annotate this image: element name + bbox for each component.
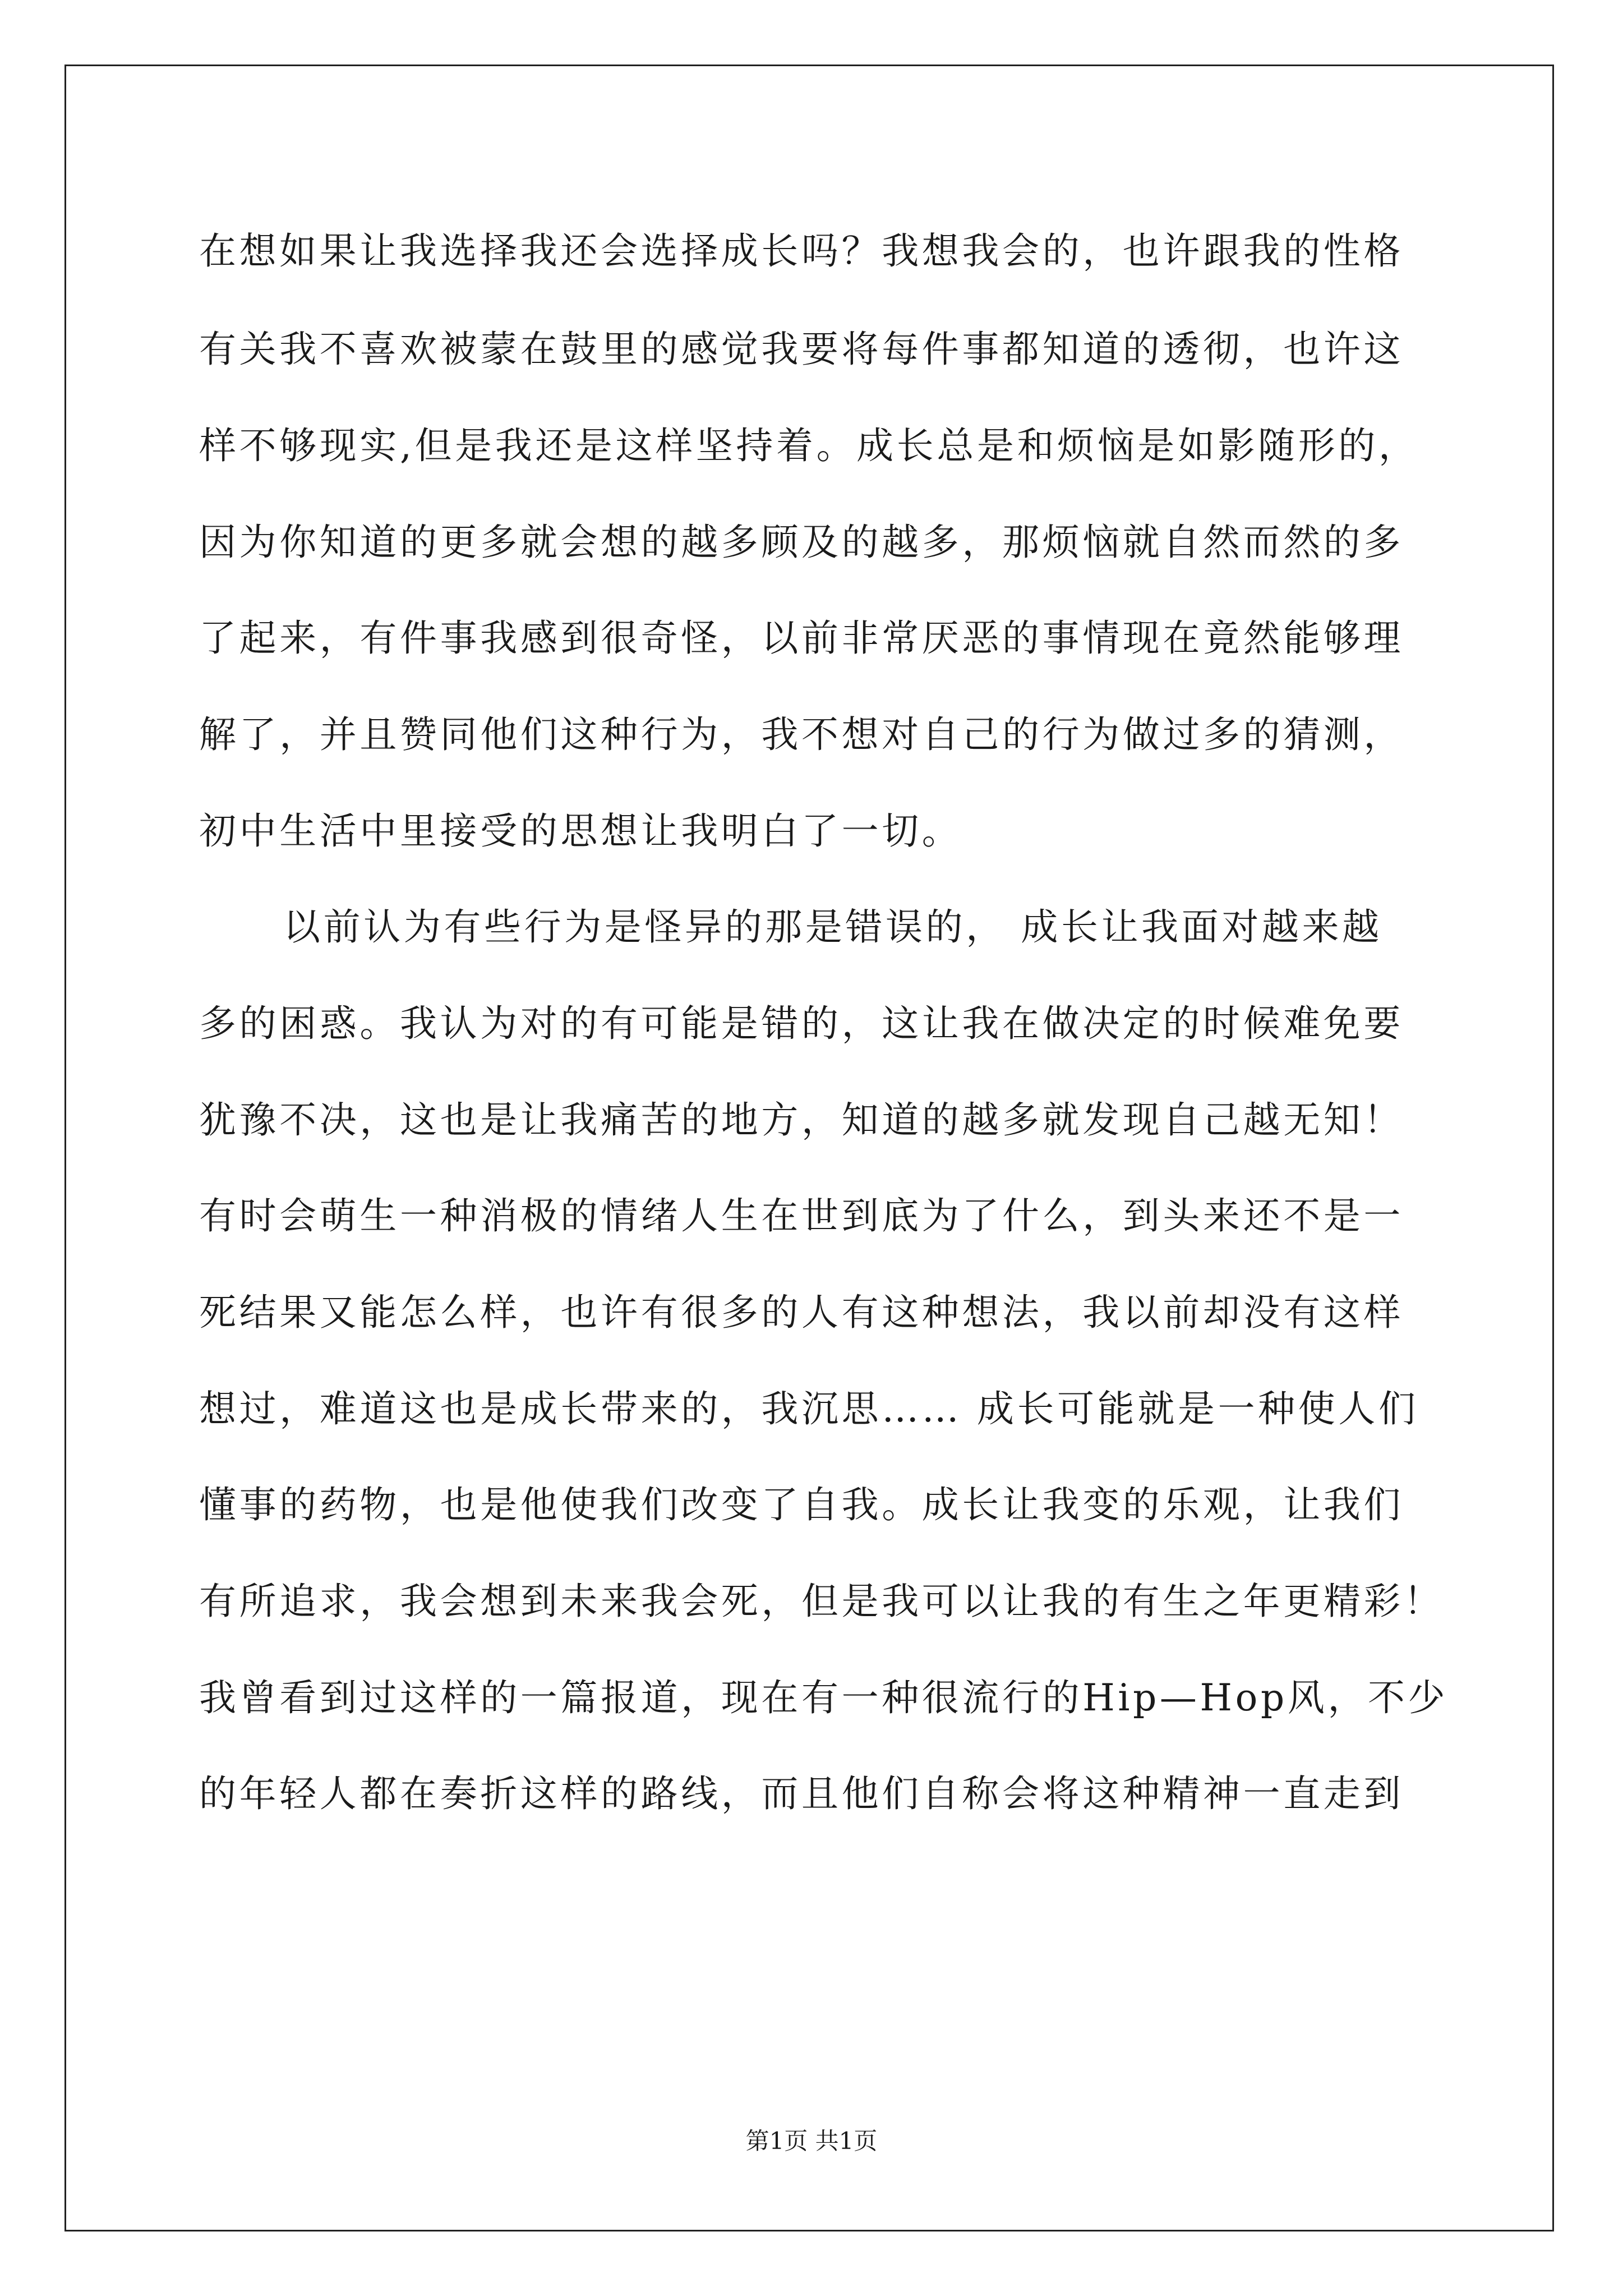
body-text-line: 解了，并且赞同他们这种行为，我不想对自己的行为做过多的猜测， [199,713,1404,756]
body-text-line: 死结果又能怎么样，也许有很多的人有这种想法，我以前却没有这样 [199,1291,1404,1334]
body-text-line: 犹豫不决，这也是让我痛苦的地方，知道的越多就发现自己越无知！ [199,1098,1404,1142]
body-text-line: 在想如果让我选择我还会选择成长吗？我想我会的，也许跟我的性格 [199,229,1404,273]
body-text-line: 的年轻人都在奏折这样的路线，而且他们自称会将这种精神一直走到 [199,1772,1404,1815]
page-number-footer: 第1页 共1页 [745,2127,878,2155]
body-text-line: 样不够现实,但是我还是这样坚持着。成长总是和烦恼是如影随形的， [199,424,1419,467]
body-text-line: 有关我不喜欢被蒙在鼓里的感觉我要将每件事都知道的透彻，也许这 [199,328,1404,371]
body-text-line: 初中生活中里接受的思想让我明白了一切。 [199,809,962,853]
body-text-line: 我曾看到过这样的一篇报道，现在有一种很流行的Hip—Hop风，不少 [199,1676,1449,1719]
body-text-line: 因为你知道的更多就会想的越多顾及的越多，那烦恼就自然而然的多 [199,521,1404,564]
body-text-line: 了起来，有件事我感到很奇怪，以前非常厌恶的事情现在竟然能够理 [199,616,1404,660]
body-text-line: 多的困惑。我认为对的有可能是错的，这让我在做决定的时候难免要 [199,1002,1404,1045]
body-text-line: 懂事的药物，也是他使我们改变了自我。成长让我变的乐观，让我们 [199,1483,1404,1526]
body-text-line: 有时会萌生一种消极的情绪人生在世到底为了什么，到头来还不是一 [199,1194,1404,1237]
paragraph-start-line: 以前认为有些行为是怪异的那是错误的， 成长让我面对越来越 [283,905,1382,949]
body-text-line: 想过，难道这也是成长带来的，我沉思…… 成长可能就是一种使人们 [199,1387,1419,1430]
body-text-line: 有所追求，我会想到未来我会死，但是我可以让我的有生之年更精彩！ [199,1580,1444,1623]
